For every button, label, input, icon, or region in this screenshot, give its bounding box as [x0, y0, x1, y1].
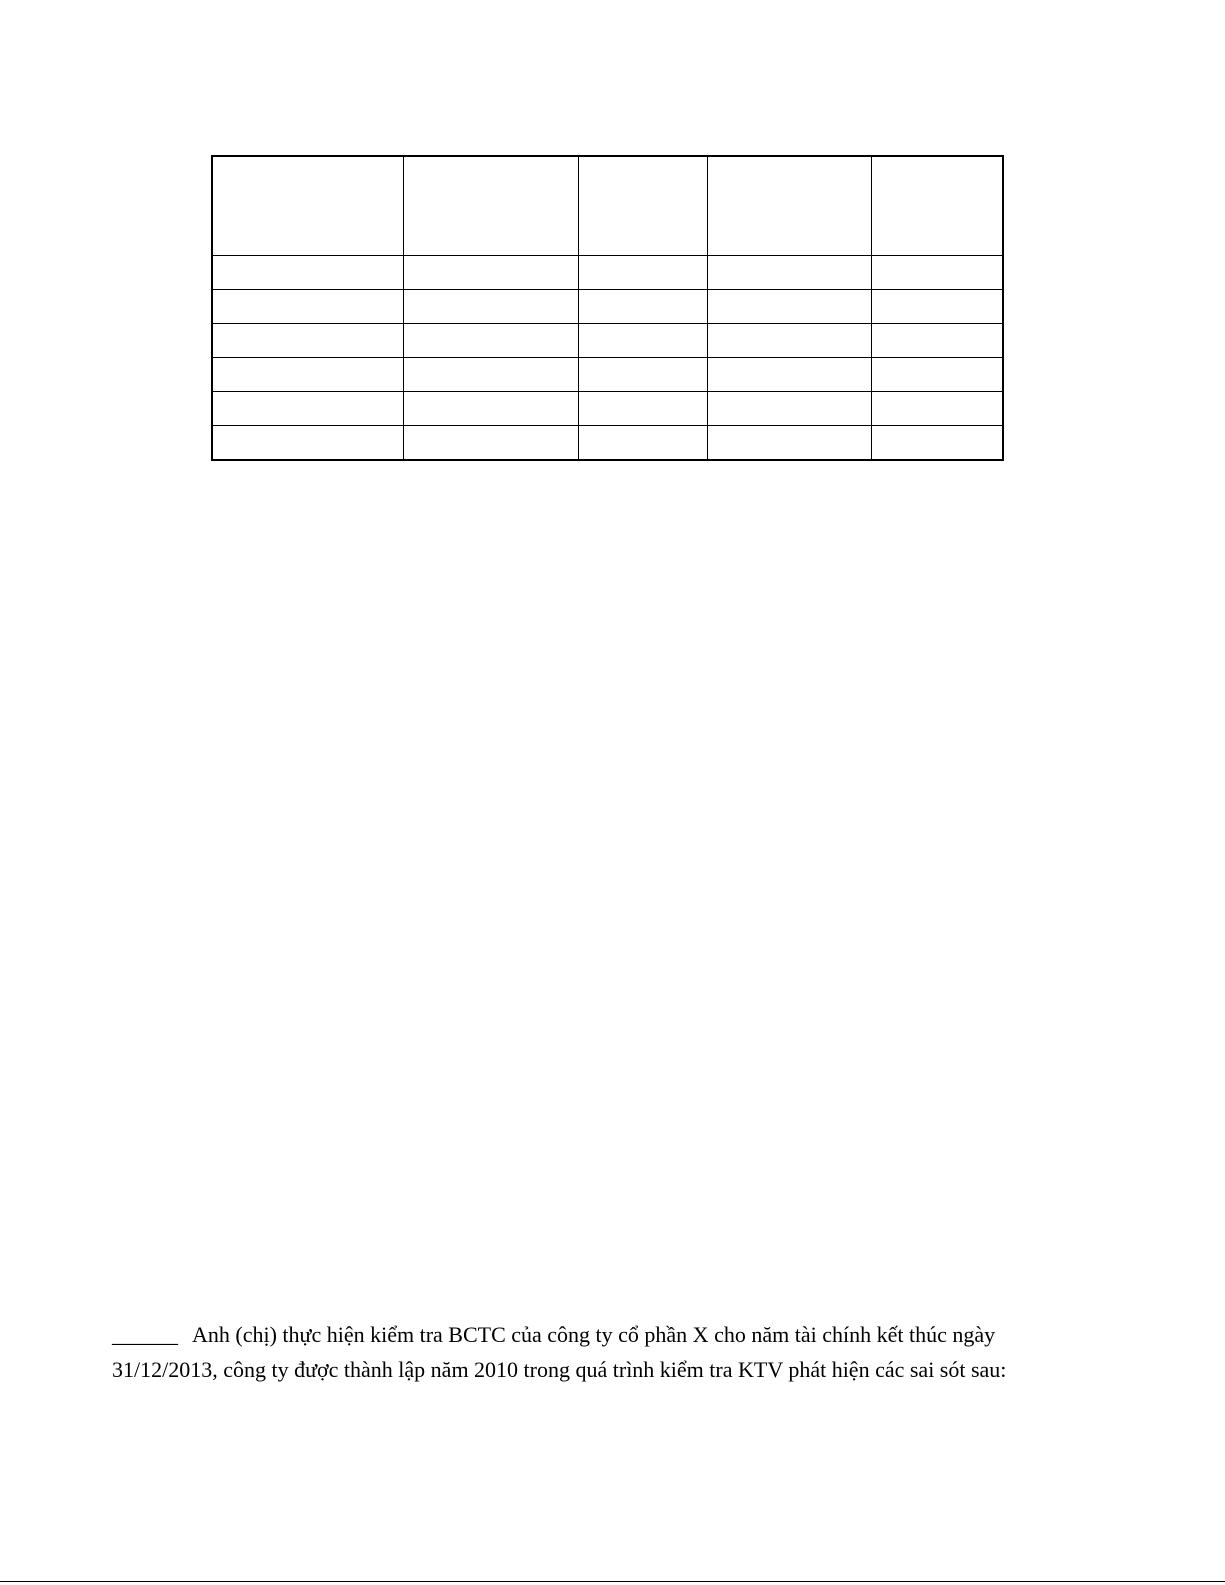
table-row [212, 324, 1003, 358]
table-cell [578, 290, 707, 324]
table-cell [212, 256, 403, 290]
table-cell [403, 392, 578, 426]
table-cell [403, 324, 578, 358]
table-cell [212, 324, 403, 358]
table-header-row [212, 156, 1003, 256]
page-bottom-rule [0, 1581, 1225, 1582]
table-cell [578, 324, 707, 358]
question-line-2: 31/12/2013, công ty được thành lập năm 2010 trong quá trình kiểm tra KTV phát hiện các sai sót sau: [112, 1357, 1007, 1382]
table-cell [212, 392, 403, 426]
table-row [212, 426, 1003, 461]
table-cell [212, 426, 403, 461]
table-cell [578, 426, 707, 461]
table-cell [707, 290, 871, 324]
question-line-1: Anh (chị) thực hiện kiểm tra BCTC của công ty cổ phần X cho năm tài chính kết thúc ngày [192, 1322, 996, 1347]
table-cell [578, 156, 707, 256]
table-cell [212, 290, 403, 324]
table-cell [578, 358, 707, 392]
table-cell [403, 256, 578, 290]
table-cell [707, 392, 871, 426]
table-cell [871, 256, 1003, 290]
table-cell [403, 290, 578, 324]
table-cell [871, 426, 1003, 461]
table-row [212, 256, 1003, 290]
question-paragraph [112, 1317, 1110, 1387]
table-cell [212, 156, 403, 256]
empty-answer-table [211, 155, 1004, 461]
table-row [212, 290, 1003, 324]
table-cell [871, 358, 1003, 392]
table-cell [403, 156, 578, 256]
table-cell [871, 290, 1003, 324]
table-row [212, 358, 1003, 392]
table-cell [707, 156, 871, 256]
table-row [212, 392, 1003, 426]
table-cell [403, 426, 578, 461]
table-cell [578, 392, 707, 426]
table-cell [707, 256, 871, 290]
table-cell [212, 358, 403, 392]
table-cell [871, 156, 1003, 256]
answer-blank: ______ [112, 1322, 178, 1347]
table-cell [403, 358, 578, 392]
table-cell [707, 324, 871, 358]
table-cell [707, 358, 871, 392]
table-cell [871, 324, 1003, 358]
table-cell [578, 256, 707, 290]
table-cell [871, 392, 1003, 426]
table-cell [707, 426, 871, 461]
